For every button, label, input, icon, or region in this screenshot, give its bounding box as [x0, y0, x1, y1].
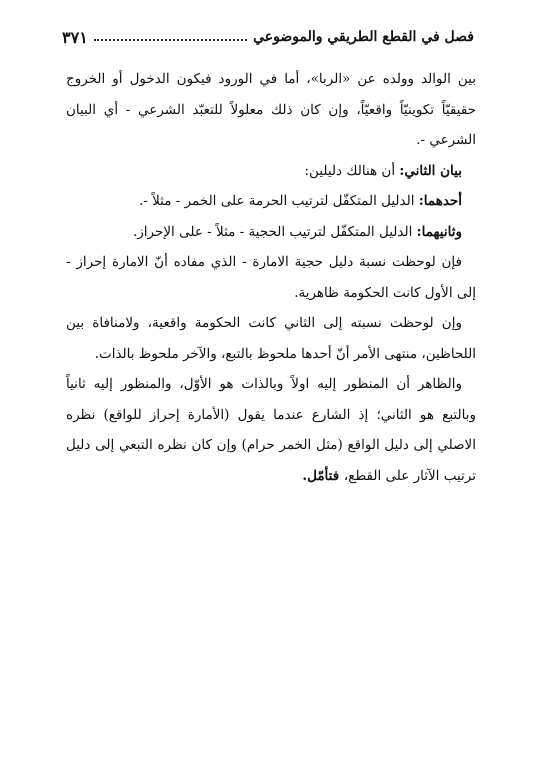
paragraph-conclusion	[66, 369, 476, 491]
page-number: ٣٧١	[62, 27, 88, 47]
paragraph-first-evidence	[66, 186, 476, 217]
paragraph-apparent-governance	[66, 247, 476, 308]
paragraph-text: والظاهر أن المنظور إليه اولاً وبالذات هو الأوّل، والمنظور إليه ثانياً وبالتبع هو الثاني؛ إذ الشارع عندما يقول (الأمارة إحراز للواقع) نظره الاصلي إلى دليل الواقع (مثل الخمر حرام) وإن كان نظره التبعي إلى دليل ترتيب الآثار على القطع،	[66, 376, 476, 484]
paragraph-lead: وثانيهما:	[416, 223, 462, 240]
paragraph-text: الدليل المتكفّل لترتيب الحرمة على الخمر - مثلاً -.	[138, 193, 419, 209]
paragraph-text: بين الوالد وولده عن «الربا»، أما في الورود فيكون الدخول أو الخروج حقيقيّاً تكوينيّاً واقعيّاً، وإن كان ذلك معلولاً للتعبّد الشرعي - أي البيان الشرعي -.	[66, 71, 476, 148]
paragraph-second-explanation	[66, 156, 476, 187]
paragraph-text: فإن لوحظت نسبة دليل حجية الامارة - الذي مفاده أنّ الامارة إحراز - إلى الأول كانت الحكومة ظاهرية.	[66, 254, 476, 301]
paragraph-second-evidence	[66, 217, 476, 248]
paragraph-lead: بيان الثاني:	[399, 162, 462, 179]
paragraph-text: أن هنالك دليلين:	[304, 162, 400, 179]
chapter-title: فصل في القطع الطريقي والموضوعي	[253, 29, 474, 45]
paragraph-tail: فتأمّل.	[302, 467, 344, 484]
paragraph-real-governance	[66, 308, 476, 369]
paragraph-text: الدليل المتكفّل لترتيب الحجية - مثلاً - على الإحراز.	[133, 223, 417, 240]
page-body	[66, 64, 476, 491]
paragraph-continuation	[66, 64, 476, 156]
paragraph-lead: أحدهما:	[418, 193, 462, 209]
header-dot-leader	[94, 39, 247, 41]
paragraph-text: وإن لوحظت نسبته إلى الثاني كانت الحكومة واقعية، ولامنافاة بين اللحاظين، منتهى الأمر أنّ أحدها ملحوظ بالتبع، والآخر ملحوظ بالذات.	[66, 315, 476, 362]
page-header	[62, 24, 474, 51]
